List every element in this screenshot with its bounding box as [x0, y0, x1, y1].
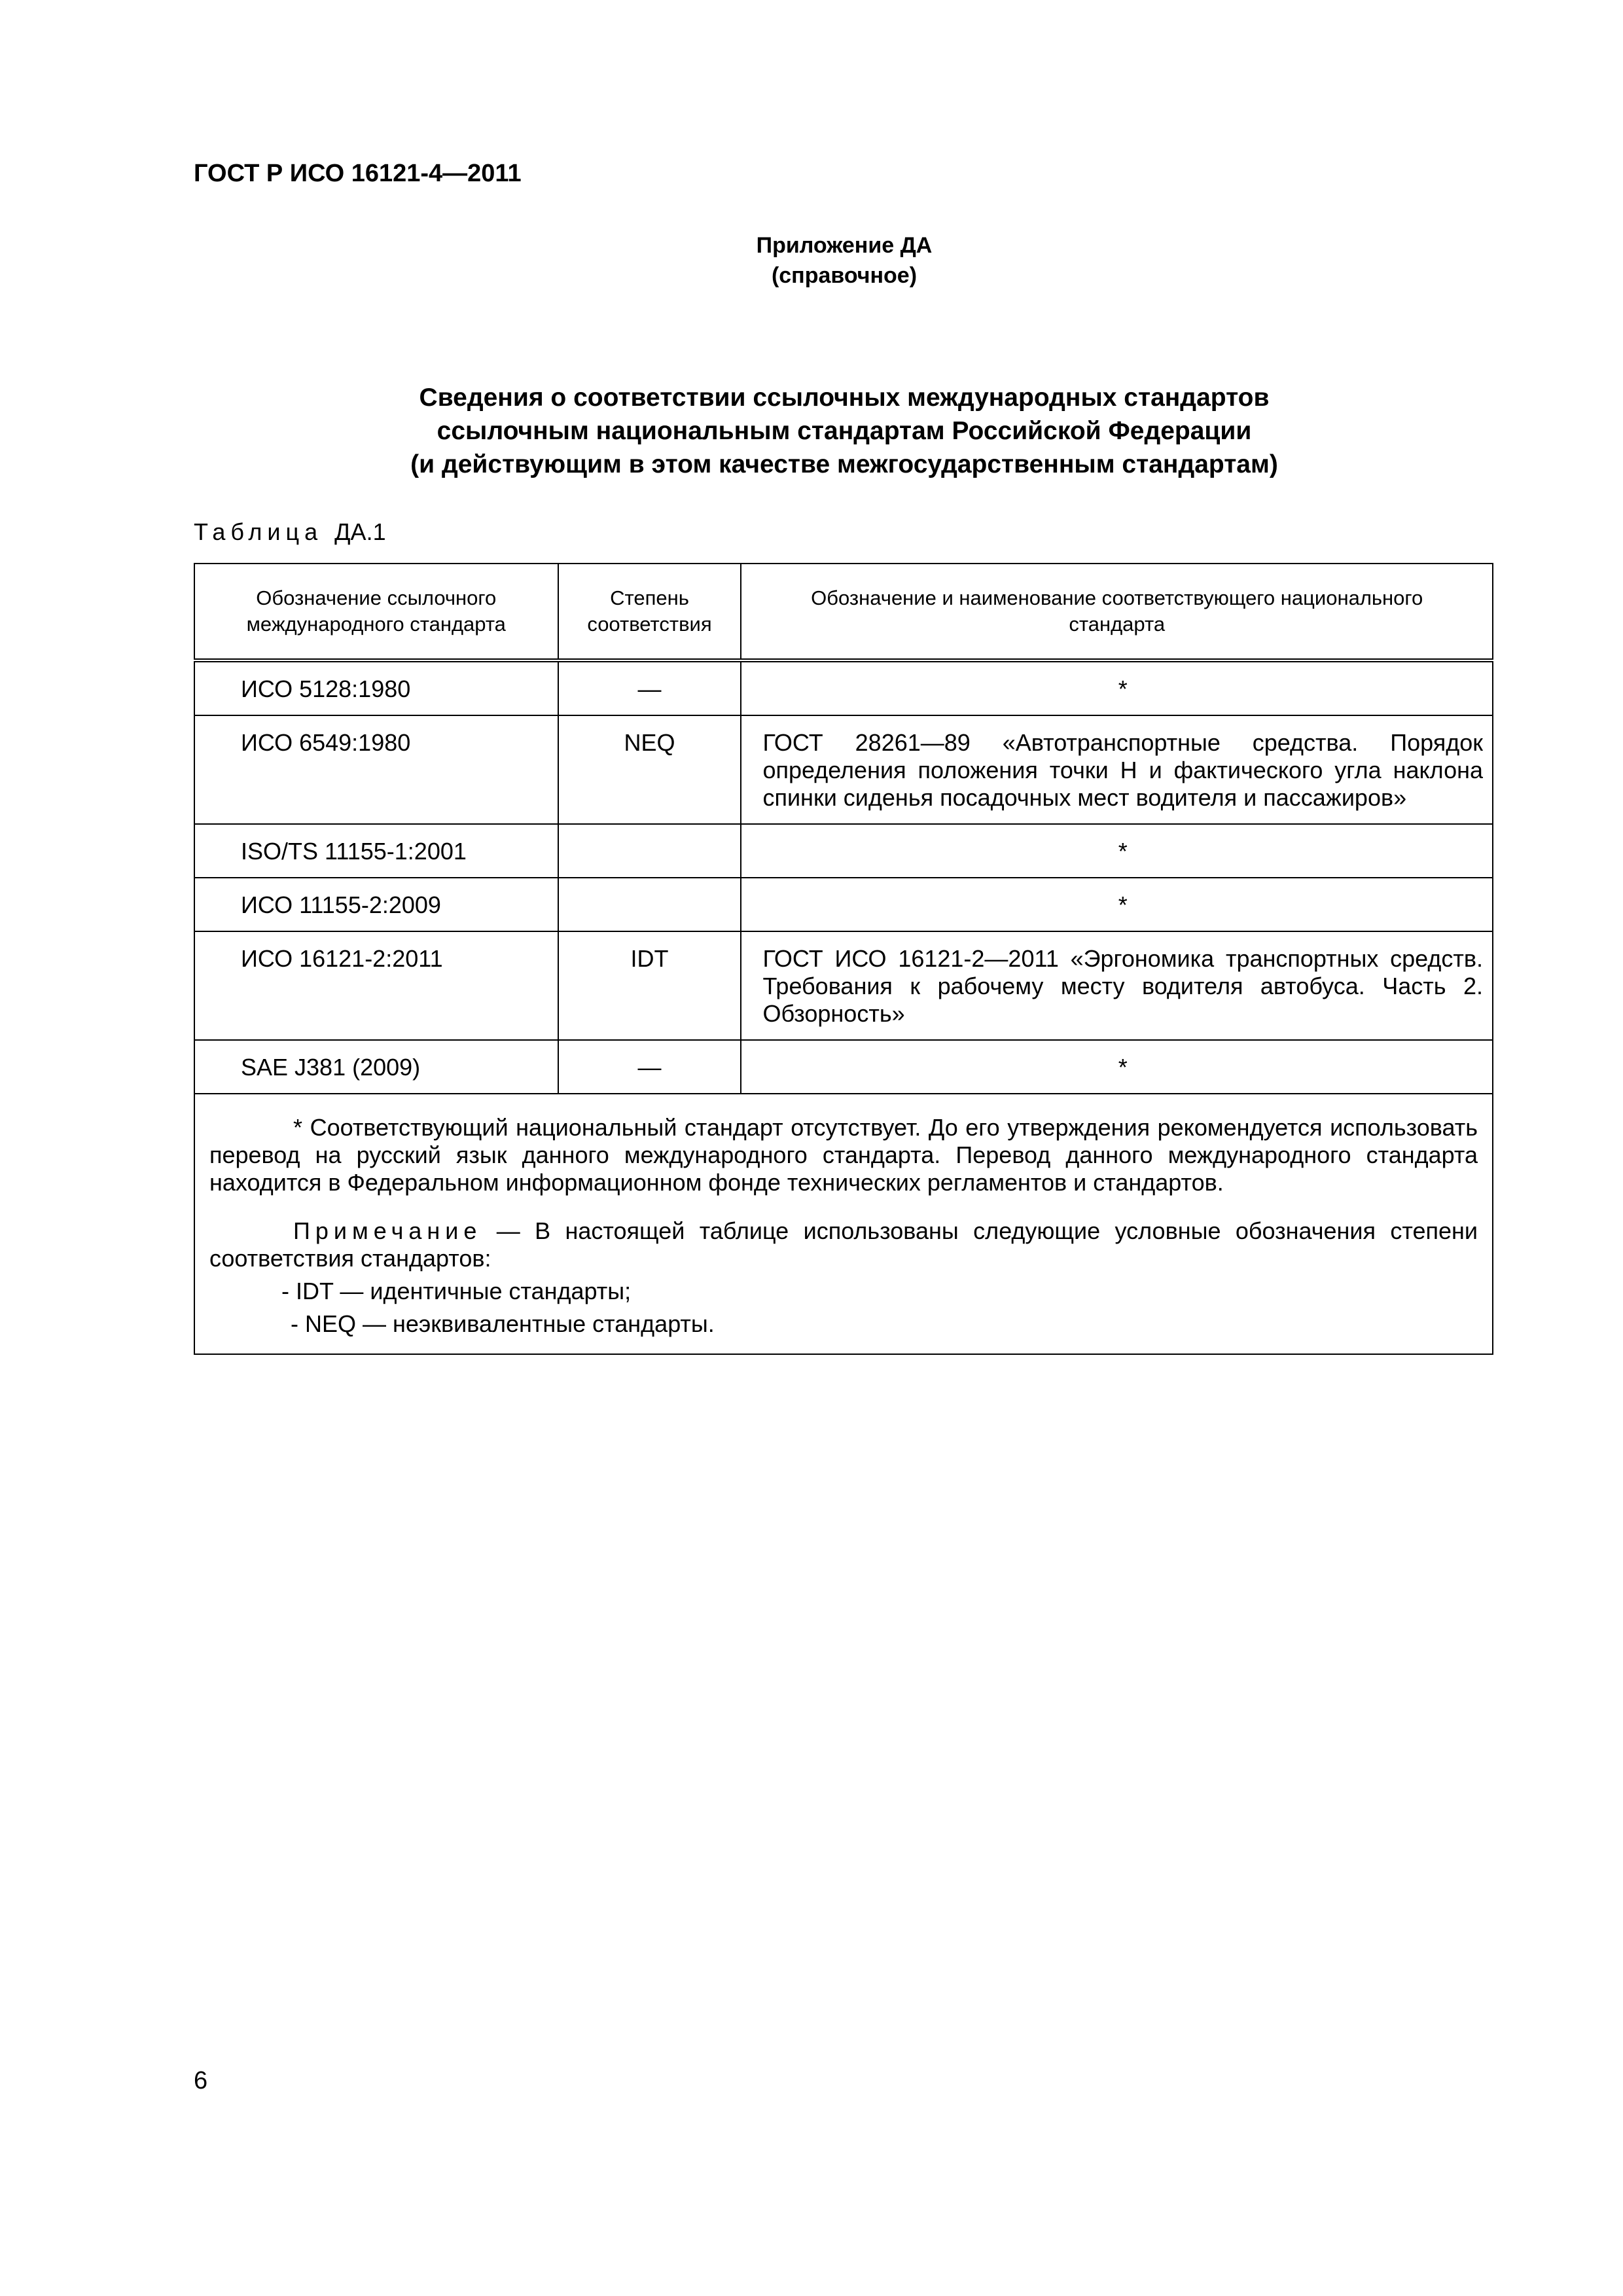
- note-item-neq: - NEQ — неэквивалентные стандарты.: [291, 1310, 715, 1337]
- note-label: Примечание: [293, 1217, 482, 1244]
- cell-degree: [558, 878, 741, 931]
- table-row: [194, 1040, 1493, 1094]
- appendix-type: (справочное): [771, 263, 918, 288]
- cell-ref: ISO/TS 11155-1:2001: [194, 824, 558, 878]
- page-header-doc-id: ГОСТ Р ИСО 16121-4—2011: [194, 160, 522, 187]
- section-title-line-1: Сведения о соответствии ссылочных международных стандартов: [419, 384, 1270, 412]
- table-header-row: [194, 564, 1493, 660]
- cell-degree: —: [558, 660, 741, 715]
- header-conformance-degree: Степень соответствия: [558, 564, 741, 660]
- table-row: [194, 660, 1493, 715]
- appendix-heading: [0, 230, 1623, 291]
- cell-ref: ИСО 5128:1980: [194, 660, 558, 715]
- appendix-title: Приложение ДА: [756, 233, 933, 258]
- note-item-idt: - IDT — идентичные стандарты;: [281, 1278, 632, 1304]
- table-caption-label: Таблица: [194, 518, 323, 545]
- section-title-line-3: (и действующим в этом качестве межгосударственным стандартам): [410, 450, 1278, 478]
- page-number: 6: [194, 2067, 208, 2094]
- section-title-line-2: ссылочным национальным стандартам Российской Федерации: [437, 417, 1252, 445]
- cell-national: *: [741, 1040, 1493, 1094]
- table-footnote-row: [194, 1094, 1493, 1354]
- table-row: [194, 931, 1493, 1040]
- footnote-text: * Соответствующий национальный стандарт отсутствует. До его утверждения рекомендуется использовать перевод на русский язык данного международного стандарта. Перевод данного международного стандарта находится в Федеральном информационном фонде технических регламентов и стандартов.: [209, 1114, 1478, 1196]
- cell-national: ГОСТ 28261—89 «Автотранспортные средства. Порядок определения положения точки Н и фактического угла наклона спинки сиденья посадочных мест водителя и пассажиров»: [741, 715, 1493, 824]
- cell-degree: —: [558, 1040, 741, 1094]
- cell-national: *: [741, 824, 1493, 878]
- table-row: [194, 715, 1493, 824]
- header-ref-standard: Обозначение ссылочного международного стандарта: [194, 564, 558, 660]
- cell-degree: NEQ: [558, 715, 741, 824]
- header-national-standard: Обозначение и наименование соответствующего национального стандарта: [741, 564, 1493, 660]
- cell-national: *: [741, 660, 1493, 715]
- note-paragraph: [209, 1217, 1478, 1272]
- footnote-cell: [194, 1094, 1493, 1354]
- cell-ref: ИСО 16121-2:2011: [194, 931, 558, 1040]
- cell-national: *: [741, 878, 1493, 931]
- table-caption: [194, 518, 386, 546]
- section-title: [0, 381, 1623, 481]
- cell-degree: [558, 824, 741, 878]
- cell-ref: ИСО 6549:1980: [194, 715, 558, 824]
- cell-ref: ИСО 11155-2:2009: [194, 878, 558, 931]
- cell-ref: SAE J381 (2009): [194, 1040, 558, 1094]
- table-caption-number: ДА.1: [334, 518, 386, 545]
- table-row: [194, 824, 1493, 878]
- conformance-table: [194, 563, 1493, 1355]
- cell-national: ГОСТ ИСО 16121-2—2011 «Эргономика транспортных средств. Требования к рабочему месту водителя автобуса. Часть 2. Обзорность»: [741, 931, 1493, 1040]
- cell-degree: IDT: [558, 931, 741, 1040]
- note-text: — В настоящей таблице использованы следующие условные обозначения степени соответствия стандартов:: [209, 1217, 1478, 1272]
- table-row: [194, 878, 1493, 931]
